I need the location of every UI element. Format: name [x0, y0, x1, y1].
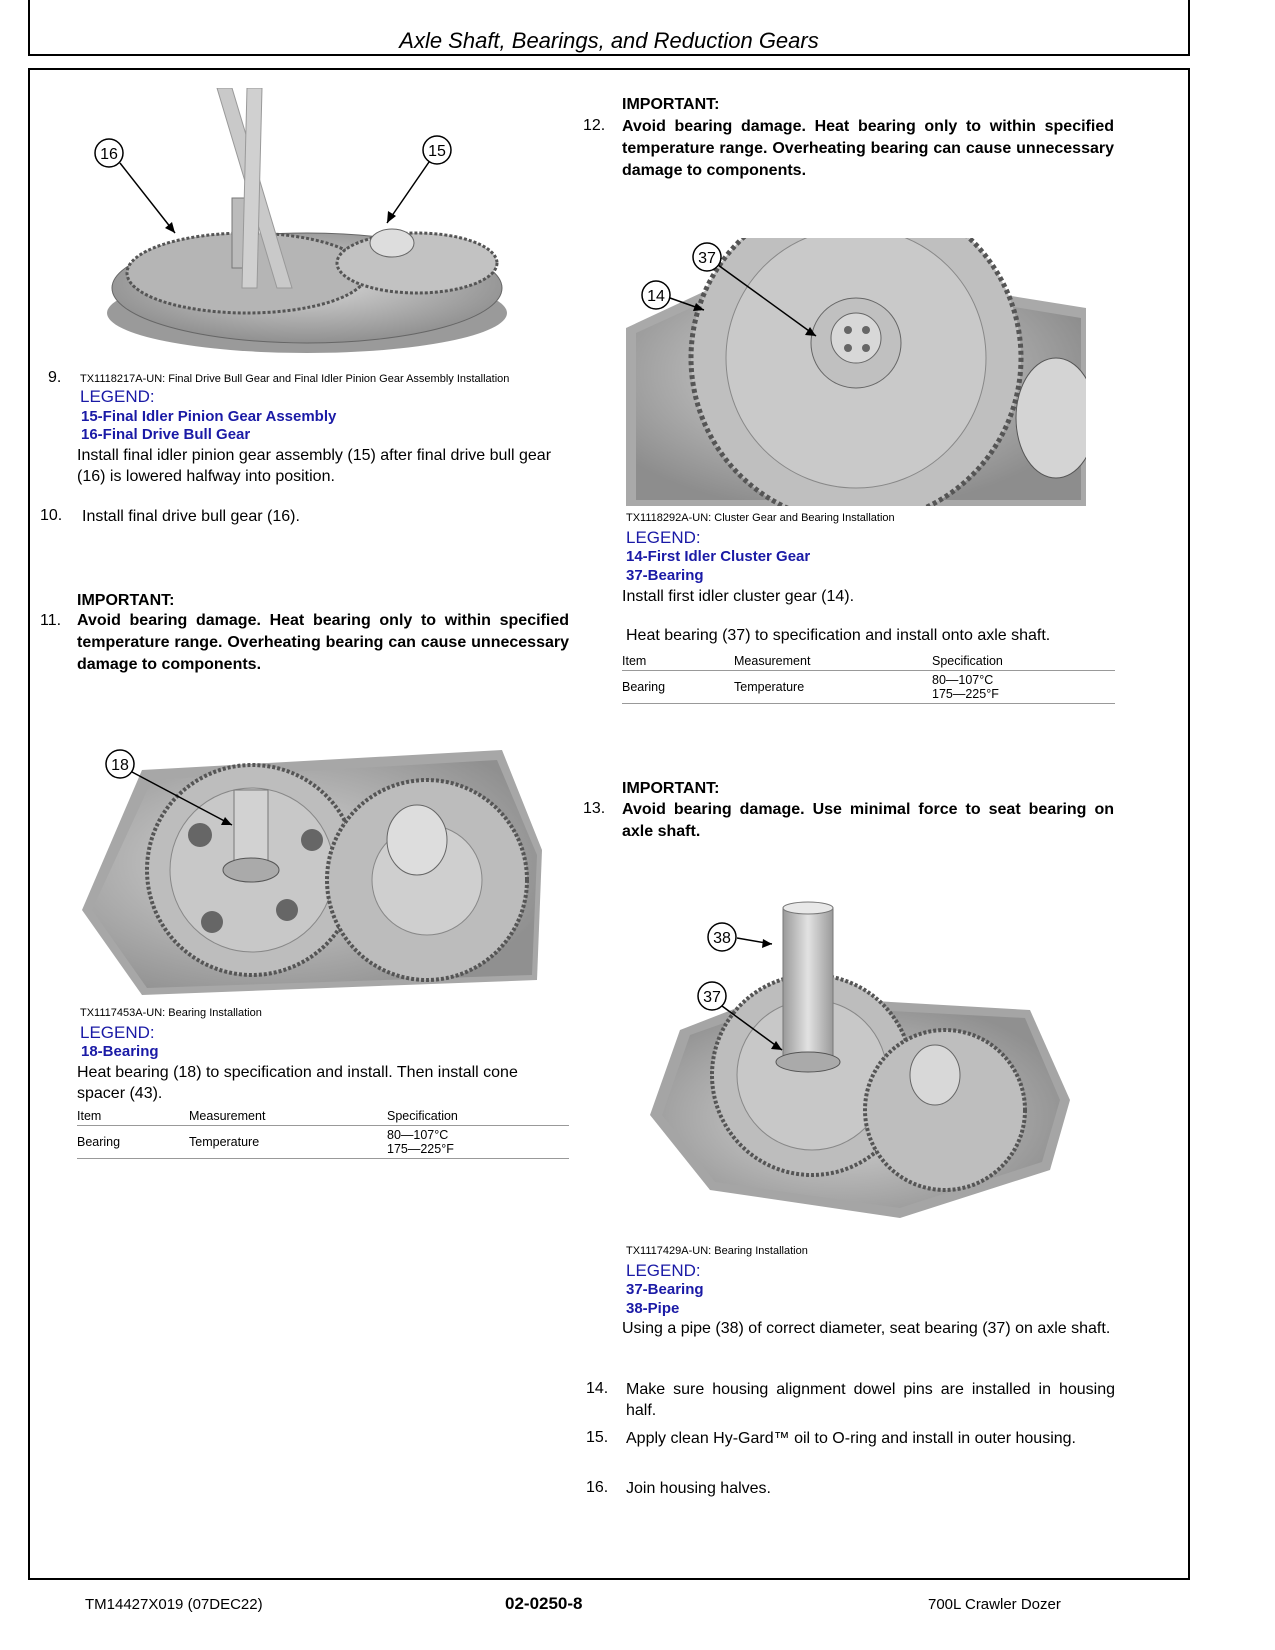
figure-bearing-18-photo — [82, 730, 542, 1000]
spec-measurement: Temperature — [189, 1126, 387, 1159]
step-10-text: Install final drive bull gear (16). — [82, 508, 300, 525]
step-12-install-text: Install first idler cluster gear (14). — [622, 588, 855, 605]
legend-item-16: 16-Final Drive Bull Gear — [81, 426, 251, 443]
step-15-number: 15. — [586, 1429, 609, 1446]
spec-table-right — [622, 652, 1115, 704]
figure-1-caption: TX1118217A-UN: Final Drive Bull Gear and Final Idler Pinion Gear Assembly Installation — [80, 373, 510, 385]
step-11-important-title: IMPORTANT: — [77, 592, 175, 609]
step-14-text: Make sure housing alignment dowel pins are installed in housing half. — [626, 1381, 1115, 1419]
spec-header-measurement: Measurement — [734, 652, 932, 671]
figure-3-caption: TX1117453A-UN: Bearing Installation — [80, 1007, 262, 1019]
callout-14: 14 — [647, 288, 665, 305]
figure-1-legend-title: LEGEND: — [80, 387, 155, 406]
spec-measurement: Temperature — [734, 671, 932, 704]
legend-item-14: 14-First Idler Cluster Gear — [626, 548, 811, 565]
step-12-heat-text: Heat bearing (37) to specification and install onto axle shaft. — [626, 627, 1051, 644]
legend-item-37: 37-Bearing — [626, 567, 704, 584]
figure-4-caption: TX1117429A-UN: Bearing Installation — [626, 1245, 808, 1257]
legend-item-18: 18-Bearing — [81, 1043, 159, 1060]
spec-value-celsius: 80—107°C — [387, 1128, 449, 1142]
step-13-important-title: IMPORTANT: — [622, 780, 720, 797]
step-16-number: 16. — [586, 1479, 609, 1496]
figure-4-legend-title: LEGEND: — [626, 1261, 701, 1280]
spec-value-celsius: 80—107°C — [932, 673, 994, 687]
spec-table-left — [77, 1107, 569, 1159]
step-16-text: Join housing halves. — [626, 1480, 771, 1497]
step-13-important-text: Avoid bearing damage. Use minimal force to seat bearing on axle shaft. — [622, 801, 1114, 840]
figure-pipe-bearing-photo — [650, 900, 1070, 1220]
callout-38: 38 — [713, 930, 731, 947]
spec-header-measurement: Measurement — [189, 1107, 387, 1126]
step-12-number: 12. — [583, 117, 606, 134]
legend-item-37: 37-Bearing — [626, 1281, 704, 1298]
spec-value — [387, 1126, 569, 1159]
footer-page-number: 02-0250-8 — [505, 1594, 583, 1613]
spec-header-item: Item — [622, 652, 734, 671]
spec-header-specification: Specification — [387, 1107, 569, 1126]
spec-value — [932, 671, 1115, 704]
callout-16: 16 — [100, 146, 118, 163]
callout-37: 37 — [698, 250, 716, 267]
footer-document-id: TM14427X019 (07DEC22) — [85, 1596, 263, 1613]
callout-18: 18 — [111, 757, 129, 774]
figure-2-caption: TX1118292A-UN: Cluster Gear and Bearing Installation — [626, 512, 895, 524]
step-13-install-text: Using a pipe (38) of correct diameter, seat bearing (37) on axle shaft. — [622, 1320, 1111, 1337]
footer-model-name: 700L Crawler Dozer — [928, 1596, 1061, 1613]
step-9-number: 9. — [48, 369, 62, 386]
spec-header-specification: Specification — [932, 652, 1115, 671]
step-12-important-text: Avoid bearing damage. Heat bearing only to within specified temperature range. Overheating bearing can cause unnecessary damage to components. — [622, 118, 1114, 179]
step-13-number: 13. — [583, 800, 606, 817]
spec-header-item: Item — [77, 1107, 189, 1126]
spec-value-fahrenheit: 175—225°F — [932, 687, 999, 701]
callout-37: 37 — [703, 989, 721, 1006]
step-11-install-text: Heat bearing (18) to specification and install. Then install cone spacer (43). — [77, 1064, 518, 1102]
step-10-number: 10. — [40, 507, 63, 524]
legend-item-38: 38-Pipe — [626, 1300, 680, 1317]
page-title: Axle Shaft, Bearings, and Reduction Gears — [399, 28, 819, 53]
step-11-number: 11. — [40, 612, 62, 629]
spec-item: Bearing — [77, 1126, 189, 1159]
figure-2-legend-title: LEGEND: — [626, 528, 701, 547]
step-9-text: Install final idler pinion gear assembly (15) after final drive bull gear (16) is lowered halfway into position. — [77, 447, 552, 485]
figure-bull-gear-photo — [82, 88, 540, 368]
figure-3-legend-title: LEGEND: — [80, 1023, 155, 1042]
page-header — [28, 0, 1190, 56]
step-11-important-text: Avoid bearing damage. Heat bearing only to within specified temperature range. Overheating bearing can cause unnecessary damage to components. — [77, 612, 569, 673]
step-12-important-title: IMPORTANT: — [622, 96, 720, 113]
spec-value-fahrenheit: 175—225°F — [387, 1142, 454, 1156]
callout-15: 15 — [428, 143, 446, 160]
step-14-number: 14. — [586, 1380, 609, 1397]
spec-item: Bearing — [622, 671, 734, 704]
figure-cluster-gear-photo — [626, 238, 1086, 506]
step-15-text: Apply clean Hy-Gard™ oil to O-ring and install in outer housing. — [626, 1430, 1076, 1447]
legend-item-15: 15-Final Idler Pinion Gear Assembly — [81, 408, 337, 425]
